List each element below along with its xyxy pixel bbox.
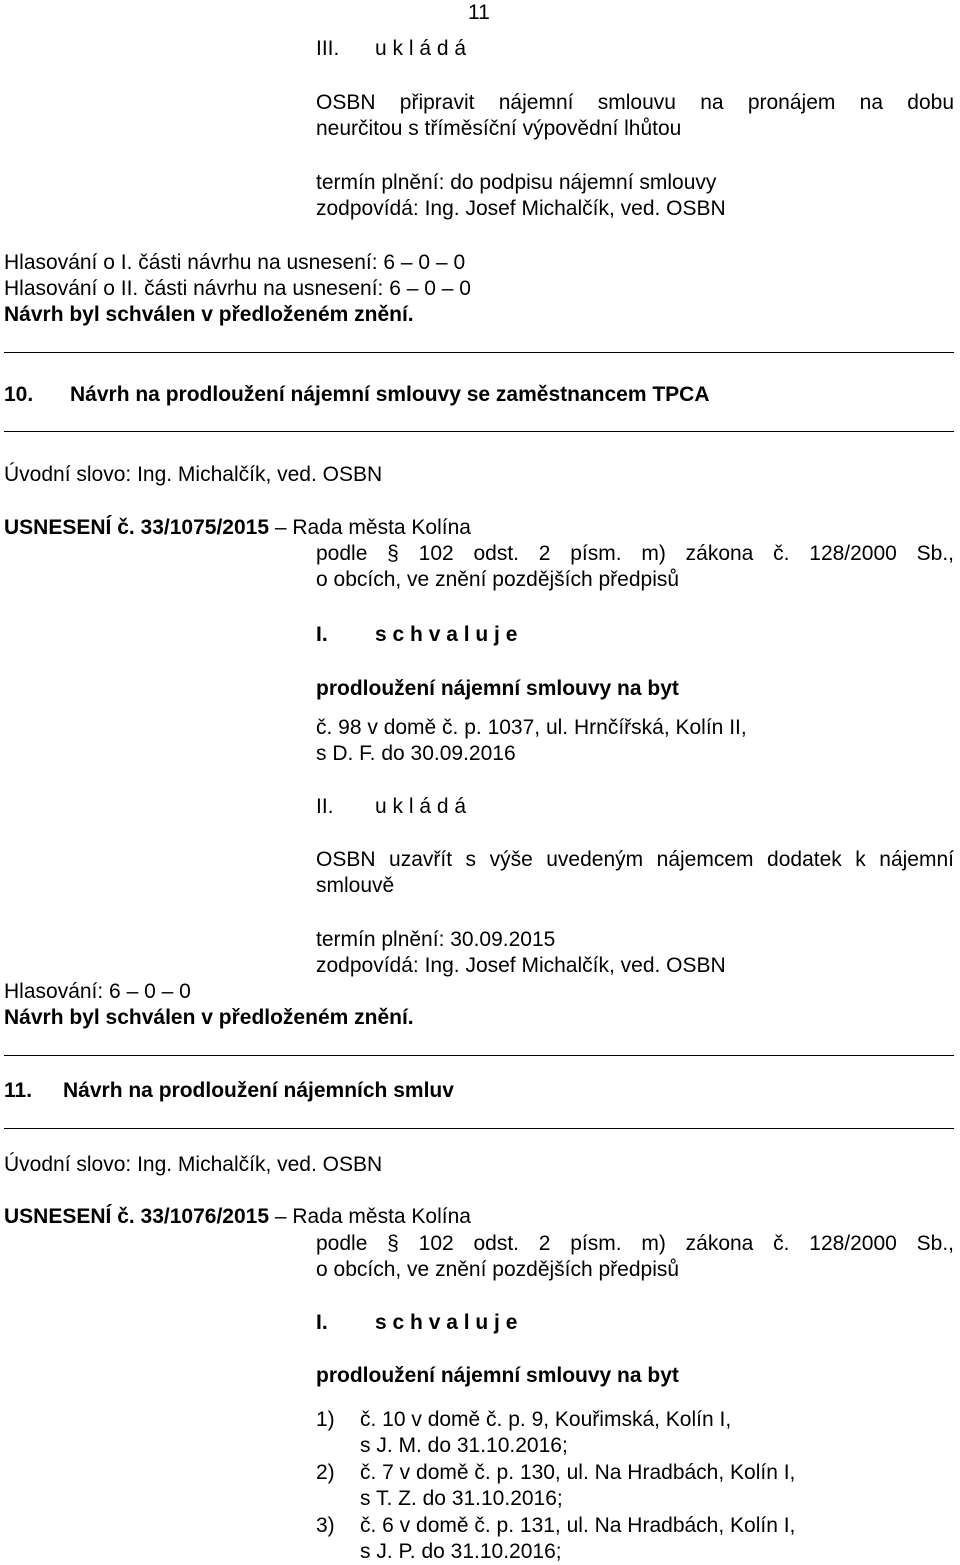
page-number: 11 [468, 1, 490, 24]
list-item-line: s J. M. do 31.10.2016; [360, 1434, 568, 1457]
section-verb: u k l á d á [375, 795, 467, 818]
divider [4, 352, 954, 353]
item-title: Návrh na prodloužení nájemních smluv [63, 1079, 454, 1102]
section-number: II. [316, 795, 334, 818]
item-title: Návrh na prodloužení nájemní smlouvy se zaměstnancem TPCA [70, 383, 710, 406]
law-line: podle § 102 odst. 2 písm. m) zákona č. 128/2000 Sb., [316, 1232, 954, 1255]
list-item-number: 1) [316, 1408, 335, 1431]
intro: Úvodní slovo: Ing. Michalčík, ved. OSBN [4, 1153, 383, 1176]
law-line: o obcích, ve znění pozdějších předpisů [316, 568, 680, 591]
responsible: zodpovídá: Ing. Josef Michalčík, ved. OSBN [316, 954, 726, 977]
list-item-number: 2) [316, 1461, 335, 1484]
section-number: I. [316, 623, 328, 646]
item-number: 11. [4, 1079, 33, 1102]
deadline: termín plnění: do podpisu nájemní smlouvy [316, 171, 717, 194]
resolution-header [4, 515, 471, 541]
divider [4, 1055, 954, 1056]
subject-line: č. 98 v domě č. p. 1037, ul. Hrnčířská, Kolín II, [316, 716, 747, 739]
list-item-number: 3) [316, 1514, 335, 1537]
responsible: zodpovídá: Ing. Josef Michalčík, ved. OSBN [316, 197, 726, 220]
list-item-line: č. 7 v domě č. p. 130, ul. Na Hradbách, Kolín I, [360, 1461, 796, 1484]
task-line: OSBN připravit nájemní smlouvu na pronájem na dobu [316, 91, 954, 114]
subject-line: s D. F. do 30.09.2016 [316, 742, 516, 765]
item-number: 10. [4, 383, 34, 406]
vote-line: Hlasování o II. části návrhu na usnesení: 6 – 0 – 0 [4, 277, 471, 300]
vote-line: Hlasování: 6 – 0 – 0 [4, 980, 191, 1003]
subject-heading: prodloužení nájemní smlouvy na byt [316, 677, 679, 700]
result: Návrh byl schválen v předloženém znění. [4, 1006, 414, 1029]
list-item-line: s J. P. do 31.10.2016; [360, 1540, 562, 1563]
task-line: smlouvě [316, 874, 395, 897]
law-line: o obcích, ve znění pozdějších předpisů [316, 1258, 680, 1281]
law-line: podle § 102 odst. 2 písm. m) zákona č. 128/2000 Sb., [316, 542, 954, 565]
section-verb: s c h v a l u j e [375, 1311, 518, 1334]
section-verb: u k l á d á [375, 37, 467, 60]
task-line: OSBN uzavřít s výše uvedeným nájemcem dodatek k nájemní [316, 848, 954, 871]
divider [4, 431, 954, 432]
result: Návrh byl schválen v předloženém znění. [4, 303, 414, 326]
section-number: I. [316, 1311, 328, 1334]
section-verb: s c h v a l u j e [375, 623, 518, 646]
task-line: neurčitou s tříměsíční výpovědní lhůtou [316, 117, 682, 140]
list-item-line: s T. Z. do 31.10.2016; [360, 1487, 563, 1510]
list-item-line: č. 6 v domě č. p. 131, ul. Na Hradbách, Kolín I, [360, 1514, 796, 1537]
subject-heading: prodloužení nájemní smlouvy na byt [316, 1364, 679, 1387]
vote-line: Hlasování o I. části návrhu na usnesení: 6 – 0 – 0 [4, 251, 466, 274]
resolution-label: USNESENÍ č. 33/1075/2015 [4, 516, 270, 539]
resolution-body: – Rada města Kolína [269, 1205, 471, 1228]
divider [4, 1128, 954, 1129]
section-number: III. [316, 37, 340, 60]
resolution-header [4, 1204, 471, 1230]
resolution-body: – Rada města Kolína [269, 516, 471, 539]
resolution-label: USNESENÍ č. 33/1076/2015 [4, 1205, 270, 1228]
intro: Úvodní slovo: Ing. Michalčík, ved. OSBN [4, 463, 383, 486]
list-item-line: č. 10 v domě č. p. 9, Kouřimská, Kolín I, [360, 1408, 732, 1431]
deadline: termín plnění: 30.09.2015 [316, 928, 556, 951]
